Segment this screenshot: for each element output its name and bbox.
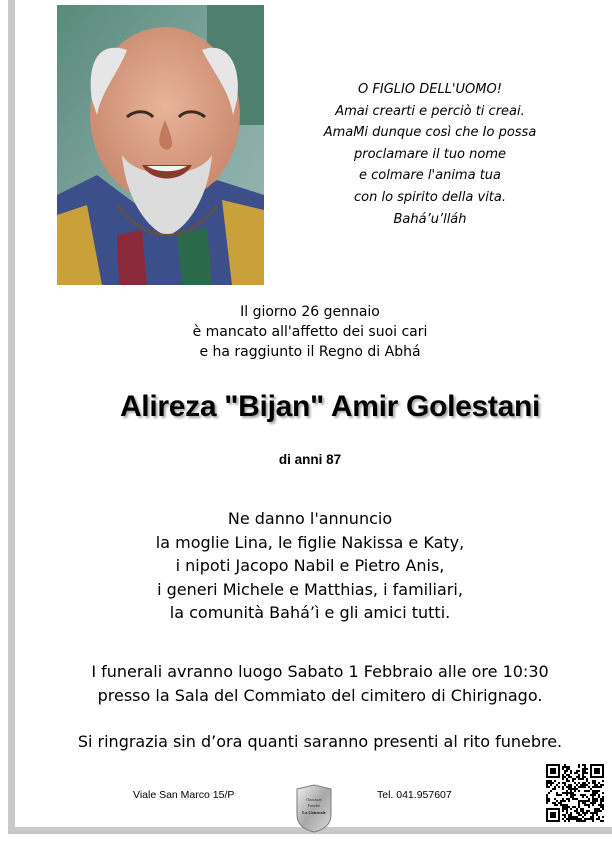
- quote-line: AmaMi dunque così che Io possa: [323, 125, 537, 141]
- announcement-line: i nipoti Jacopo Nabil e Pietro Anis,: [175, 556, 445, 575]
- footer-phone: Tel. 041.957607: [377, 789, 452, 801]
- intro-line: Il giorno 26 gennaio: [240, 304, 380, 320]
- announcement-line: i generi Michele e Matthias, i familiari,: [157, 579, 463, 599]
- intro-line: è mancato all'affetto dei suoi cari: [192, 324, 428, 340]
- announcement: [100, 507, 520, 625]
- deceased-name: Alireza "Bijan" Amir Golestani: [119, 390, 541, 423]
- announcement-line: la moglie Lina, le figlie Nakissa e Katy,: [155, 532, 465, 552]
- quote-attribution: Bahá’u’lláh: [393, 211, 467, 227]
- qr-code: [546, 764, 604, 822]
- funeral-home-logo: [293, 783, 335, 833]
- funeral-line: presso la Sala del Commiato del cimitero di Chirignago.: [97, 686, 543, 705]
- announcement-line: Ne danno l'annuncio: [227, 509, 393, 528]
- portrait-photo: [57, 5, 264, 285]
- bahai-quote: [300, 79, 560, 230]
- intro-line: e ha raggiunto il Regno di Abhá: [199, 344, 421, 360]
- svg-text:La Generale: La Generale: [302, 810, 326, 815]
- svg-text:Onoranze: Onoranze: [306, 797, 322, 802]
- announcement-line: la comunità Bahá’ì e gli amici tutti.: [169, 603, 451, 622]
- death-intro: [160, 302, 460, 362]
- deceased-age: di anni 87: [278, 452, 342, 467]
- funeral-line: I funerali avranno luogo Sabato 1 Febbraio alle ore 10:30: [91, 662, 549, 681]
- quote-line: e colmare l'anima tua: [358, 168, 502, 184]
- quote-line: Amai crearti e perciò ti creai.: [335, 103, 525, 119]
- footer-address: Viale San Marco 15/P: [133, 789, 235, 801]
- quote-line: proclamare il tuo nome: [353, 146, 506, 162]
- quote-line: O FIGLIO DELL'UOMO!: [358, 82, 502, 97]
- svg-text:Funebri: Funebri: [307, 803, 321, 808]
- frame-left-border: [8, 0, 15, 834]
- quote-line: con lo spirito della vita.: [353, 189, 507, 205]
- funeral-details: [30, 660, 610, 708]
- thanks-note: Si ringrazia sin d’ora quanti saranno presenti al rito funebre.: [77, 732, 563, 751]
